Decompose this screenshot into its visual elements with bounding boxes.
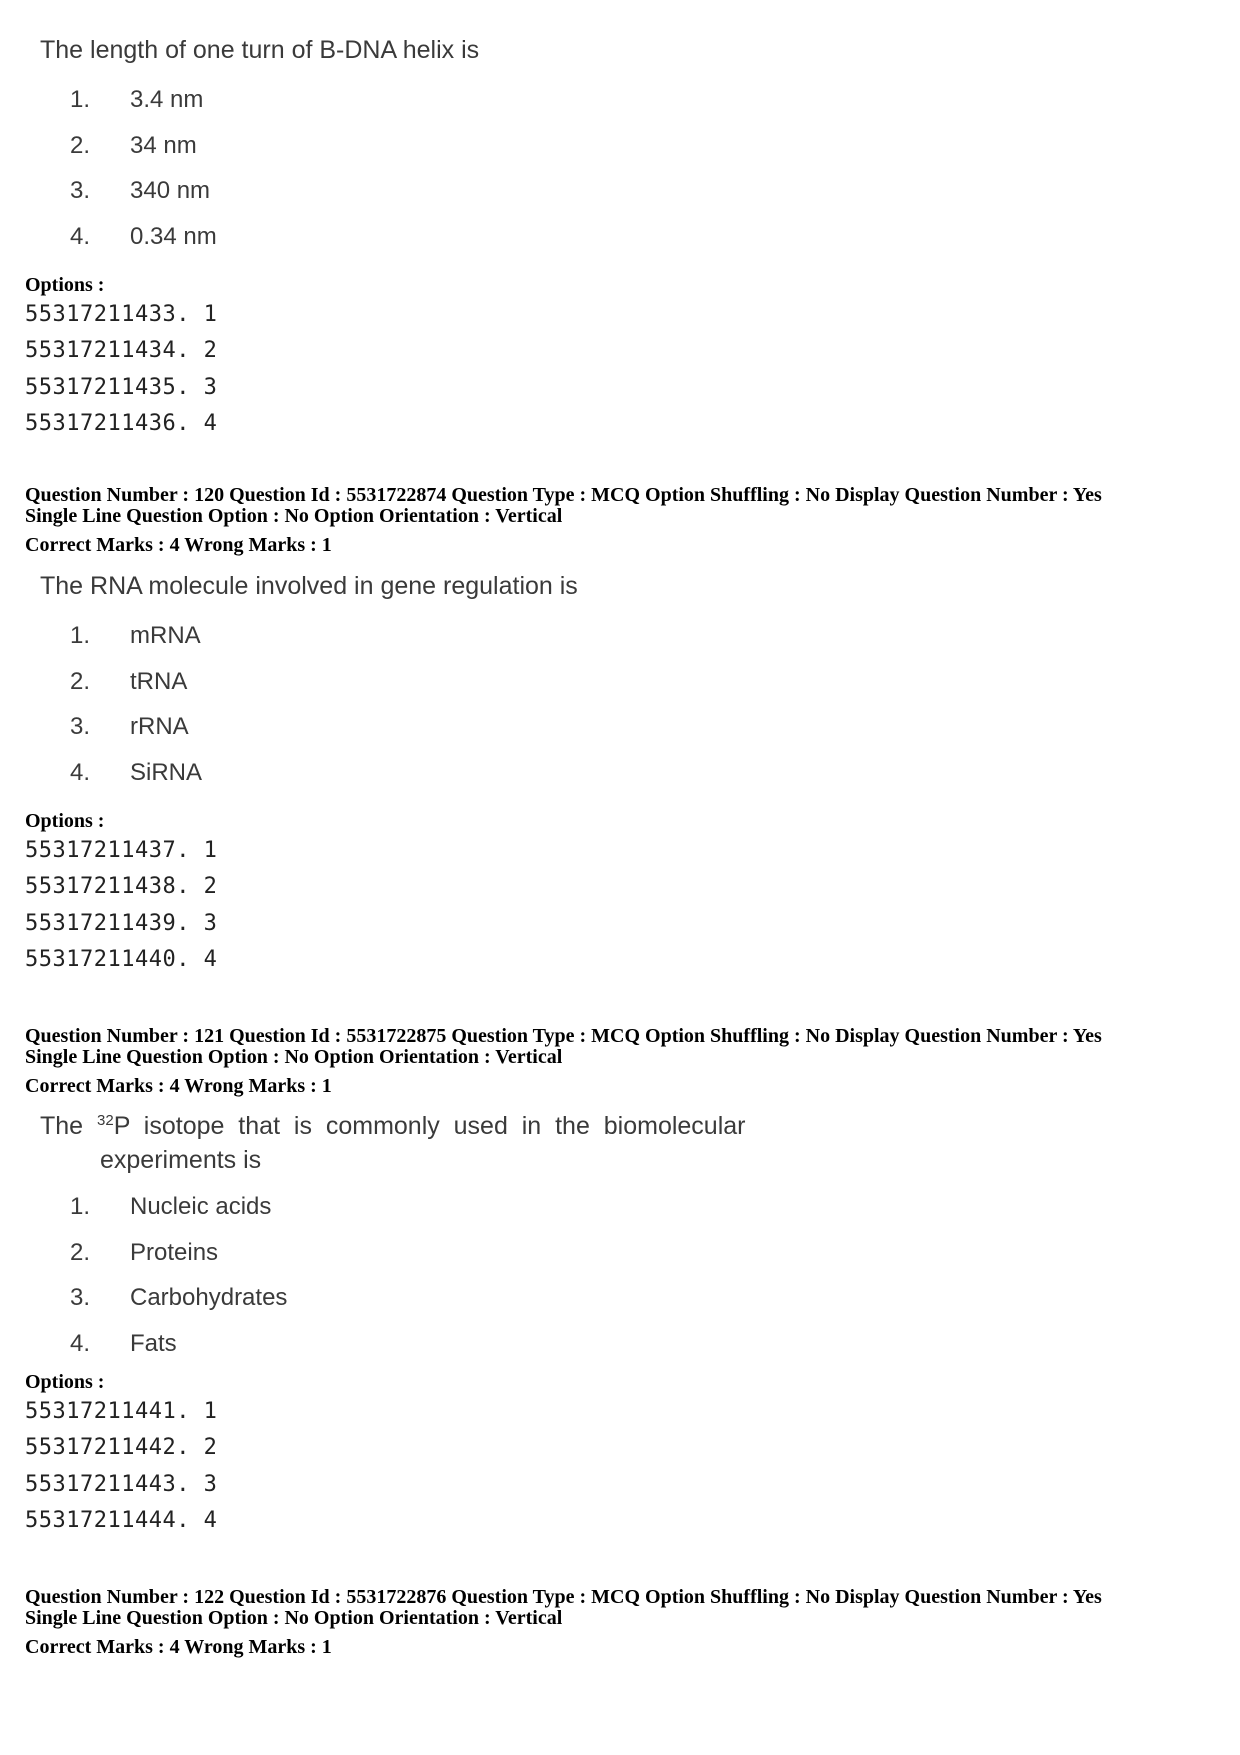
choice-text: Carbohydrates <box>130 1284 288 1311</box>
option-id: 55317211444. 4 <box>25 1508 218 1533</box>
option-id: 55317211440. 4 <box>25 947 218 972</box>
option-id: 55317211436. 4 <box>25 411 218 436</box>
question-text: The length of one turn of B-DNA helix is <box>40 36 480 64</box>
question-header: Question Number : 121 Question Id : 5531722875 Question Type : MCQ Option Shuffling : No Display Question Number : Yes <box>25 1025 1102 1047</box>
option-id: 55317211442. 2 <box>25 1435 218 1460</box>
option-id: 55317211434. 2 <box>25 338 218 363</box>
choice-number: 3. <box>70 1284 91 1311</box>
option-id: 55317211439. 3 <box>25 911 218 936</box>
options-label: Options : <box>25 1371 105 1393</box>
question-prefix: The <box>40 1112 84 1140</box>
question-header-line2: Single Line Question Option : No Option Orientation : Vertical <box>25 1046 563 1068</box>
question-text <box>40 1112 746 1141</box>
question-header: Question Number : 122 Question Id : 5531722876 Question Type : MCQ Option Shuffling : No Display Question Number : Yes <box>25 1586 1102 1608</box>
option-id: 55317211437. 1 <box>25 838 218 863</box>
option-id: 55317211433. 1 <box>25 302 218 327</box>
marks-line: Correct Marks : 4 Wrong Marks : 1 <box>25 1636 332 1658</box>
question-header: Question Number : 120 Question Id : 5531722874 Question Type : MCQ Option Shuffling : No Display Question Number : Yes <box>25 484 1102 506</box>
question-header-line2: Single Line Question Option : No Option Orientation : Vertical <box>25 1607 563 1629</box>
choice-number: 4. <box>70 223 91 250</box>
choice-text: Fats <box>130 1330 177 1357</box>
isotope-superscript: 32 <box>97 1112 114 1129</box>
choice-text: Proteins <box>130 1239 219 1266</box>
choice-number: 1. <box>70 1193 91 1220</box>
choice-number: 4. <box>70 759 91 786</box>
option-id: 55317211441. 1 <box>25 1399 218 1424</box>
options-label: Options : <box>25 810 105 832</box>
question-text-line2: experiments is <box>100 1146 262 1174</box>
choice-number: 2. <box>70 132 91 159</box>
marks-line: Correct Marks : 4 Wrong Marks : 1 <box>25 1075 332 1097</box>
marks-line: Correct Marks : 4 Wrong Marks : 1 <box>25 534 332 556</box>
choice-number: 2. <box>70 1239 91 1266</box>
option-id: 55317211443. 3 <box>25 1472 218 1497</box>
choice-text: 340 nm <box>130 177 211 204</box>
choice-number: 1. <box>70 622 91 649</box>
question-line1-rest: P isotope that is commonly used in the biomolecular <box>113 1112 746 1140</box>
choice-number: 2. <box>70 668 91 695</box>
choice-text: 0.34 nm <box>130 223 217 250</box>
choice-number: 3. <box>70 177 91 204</box>
choice-text: tRNA <box>130 668 188 695</box>
choice-text: 3.4 nm <box>130 86 204 113</box>
choice-text: mRNA <box>130 622 201 649</box>
option-id: 55317211435. 3 <box>25 375 218 400</box>
choice-text: Nucleic acids <box>130 1193 272 1220</box>
choice-number: 4. <box>70 1330 91 1357</box>
choice-text: SiRNA <box>130 759 203 786</box>
choice-number: 1. <box>70 86 91 113</box>
options-label: Options : <box>25 274 105 296</box>
option-id: 55317211438. 2 <box>25 874 218 899</box>
question-header-line2: Single Line Question Option : No Option Orientation : Vertical <box>25 505 563 527</box>
question-text: The RNA molecule involved in gene regulation is <box>40 572 578 600</box>
choice-text: 34 nm <box>130 132 197 159</box>
choice-number: 3. <box>70 713 91 740</box>
choice-text: rRNA <box>130 713 189 740</box>
